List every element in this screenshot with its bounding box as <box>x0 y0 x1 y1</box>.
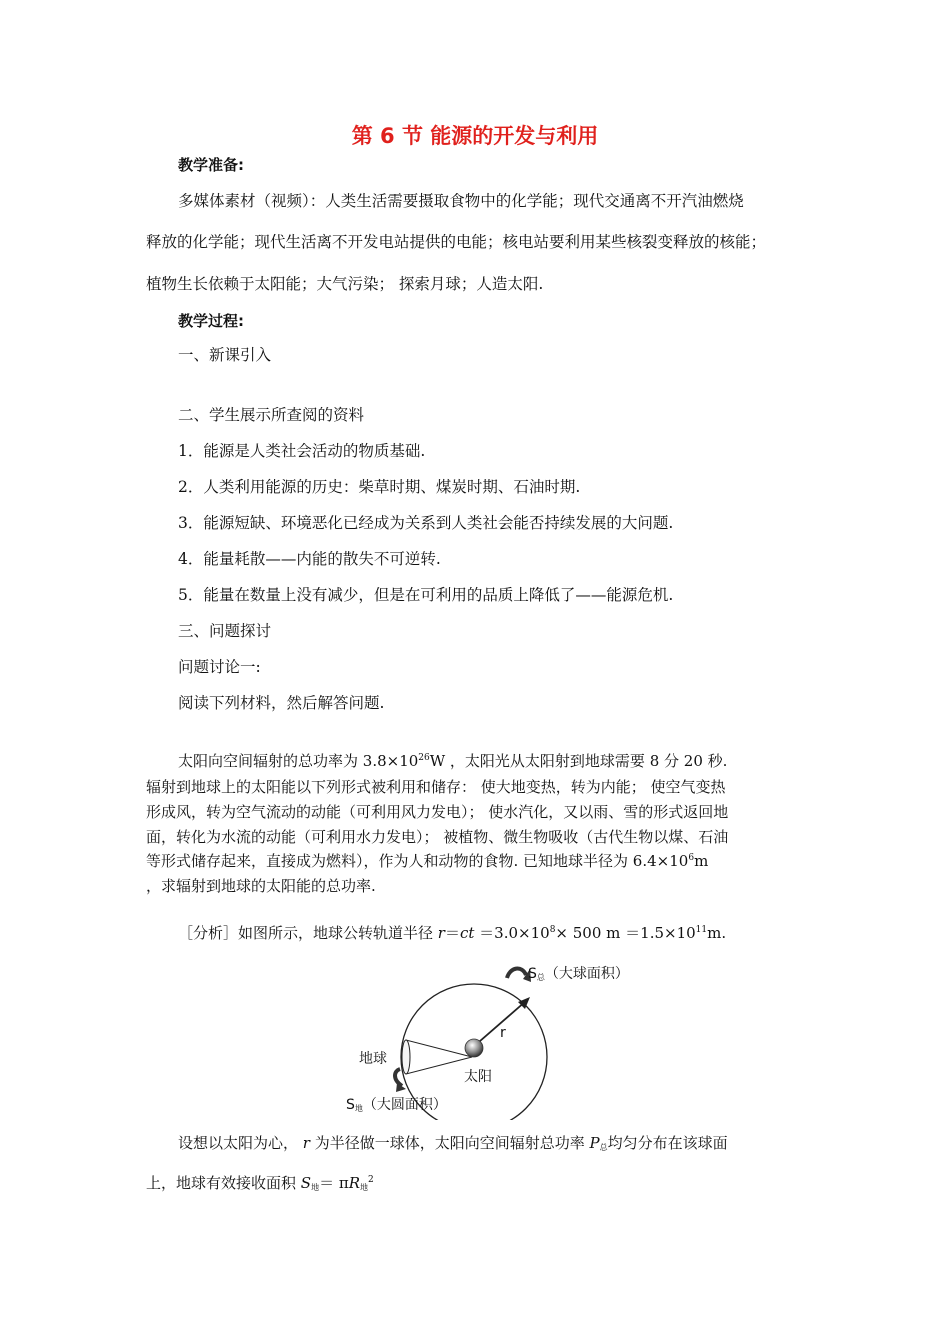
prep-line-3: 植物生长依赖于太阳能；大气污染； 探索月球；人造太阳. <box>146 275 544 293</box>
label-sun: 太阳 <box>464 1069 492 1085</box>
label-earth: 地球 <box>359 1051 387 1067</box>
curved-arrow-icon <box>395 1069 402 1086</box>
material-text: 等形式储存起来，直接成为燃料），作为人和动物的食物. 已知地球半径为 6.4×10 <box>146 852 689 870</box>
list-item-1: 1．能源是人类社会活动的物质基础. <box>178 442 426 460</box>
final-text: ＝ π <box>319 1174 349 1192</box>
page-title: 第 6 节 能源的开发与利用 <box>351 124 599 148</box>
var-r-earth: R <box>348 1174 360 1192</box>
label-text: （大圆面积） <box>362 1097 447 1113</box>
prep-line-2: 释放的化学能；现代生活离不开发电站提供的电能；核电站要利用某些核裂变释放的核能； <box>146 233 767 251</box>
var-ct: ct <box>459 924 475 942</box>
earth-disk <box>402 1040 410 1074</box>
prep-heading: 教学准备: <box>178 156 244 174</box>
material-line-6: ，求辐射到地球的太阳能的总功率. <box>146 877 376 895</box>
analysis-text: ［分析］如图所示，地球公转轨道半径 <box>178 924 438 942</box>
var-p: P <box>589 1134 600 1152</box>
final-text: 均匀分布在该球面 <box>607 1134 728 1152</box>
exponent: 11 <box>695 925 708 935</box>
exponent: 26 <box>418 753 430 763</box>
label-s: S <box>346 1097 355 1113</box>
label-text: （大球面积） <box>544 966 629 982</box>
material-text: W ，太阳光从太阳射到地球需要 8 分 20 秒. <box>429 752 728 770</box>
subscript: 地 <box>311 1183 320 1192</box>
final-text: 设想以太阳为心， <box>178 1134 303 1152</box>
list-item-2: 2．人类利用能源的历史：柴草时期、煤炭时期、石油时期. <box>178 478 581 496</box>
analysis-text: ＝3.0×10 <box>474 924 550 942</box>
material-text: m <box>694 852 709 870</box>
list-item-3: 3．能源短缺、环境恶化已经成为关系到人类社会能否持续发展的大问题. <box>178 514 674 532</box>
section-1: 一、新课引入 <box>178 346 272 364</box>
exponent: 8 <box>549 925 556 935</box>
light-cone <box>406 1040 472 1074</box>
subscript: 总 <box>536 973 545 982</box>
subscript: 总 <box>599 1143 608 1152</box>
subscript: 地 <box>354 1104 363 1113</box>
exponent: 6 <box>688 853 695 863</box>
label-s: S <box>528 966 537 982</box>
var-s: S <box>300 1174 312 1192</box>
curved-arrow-icon <box>507 969 526 978</box>
list-item-5: 5．能量在数量上没有减少，但是在可利用的品质上降低了——能源危机. <box>178 586 674 604</box>
var-r: r <box>302 1134 310 1152</box>
question-1-text: 阅读下列材料，然后解答问题. <box>178 694 385 712</box>
label-big-circle <box>346 1094 447 1114</box>
section-2: 二、学生展示所查阅的资料 <box>178 406 365 424</box>
final-text: 上，地球有效接收面积 <box>146 1174 301 1192</box>
analysis-line <box>178 922 726 943</box>
material-line-1 <box>178 750 727 771</box>
list-item-4: 4．能量耗散——内能的散失不可逆转. <box>178 550 441 568</box>
analysis-text: ＝ <box>444 924 460 942</box>
analysis-text: × 500 m ＝1.5×10 <box>555 924 696 942</box>
material-line-4: 面，转化为水流的动能（可利用水力发电）； 被植物、微生物吸收（古代生物以煤、石油 <box>146 828 729 846</box>
material-text: 太阳向空间辐射的总功率为 3.8×10 <box>178 752 419 770</box>
question-1: 问题讨论一: <box>178 658 261 676</box>
material-line-2: 辐射到地球上的太阳能以下列形式被利用和储存： 使大地变热，转为内能； 使空气变热 <box>146 778 726 796</box>
material-line-3: 形成风，转为空气流动的动能（可利用风力发电）； 使水汽化，又以雨、雪的形式返回地 <box>146 803 729 821</box>
prep-line-1: 多媒体素材（视频）：人类生活需要摄取食物中的化学能；现代交通离不开汽油燃烧 <box>178 192 744 210</box>
final-text: 为半径做一球体，太阳向空间辐射总功率 <box>309 1134 590 1152</box>
exponent: 2 <box>368 1175 374 1185</box>
final-line-1 <box>178 1132 728 1153</box>
label-big-sphere <box>528 963 629 983</box>
final-line-2 <box>146 1172 374 1193</box>
label-r: r <box>500 1025 506 1041</box>
subscript: 地 <box>360 1183 368 1192</box>
analysis-text: m. <box>707 924 727 942</box>
sun-ball <box>465 1039 483 1057</box>
var-r: r <box>437 924 445 942</box>
section-3: 三、问题探讨 <box>178 622 272 640</box>
process-heading: 教学过程: <box>178 312 244 330</box>
material-line-5 <box>146 850 708 871</box>
